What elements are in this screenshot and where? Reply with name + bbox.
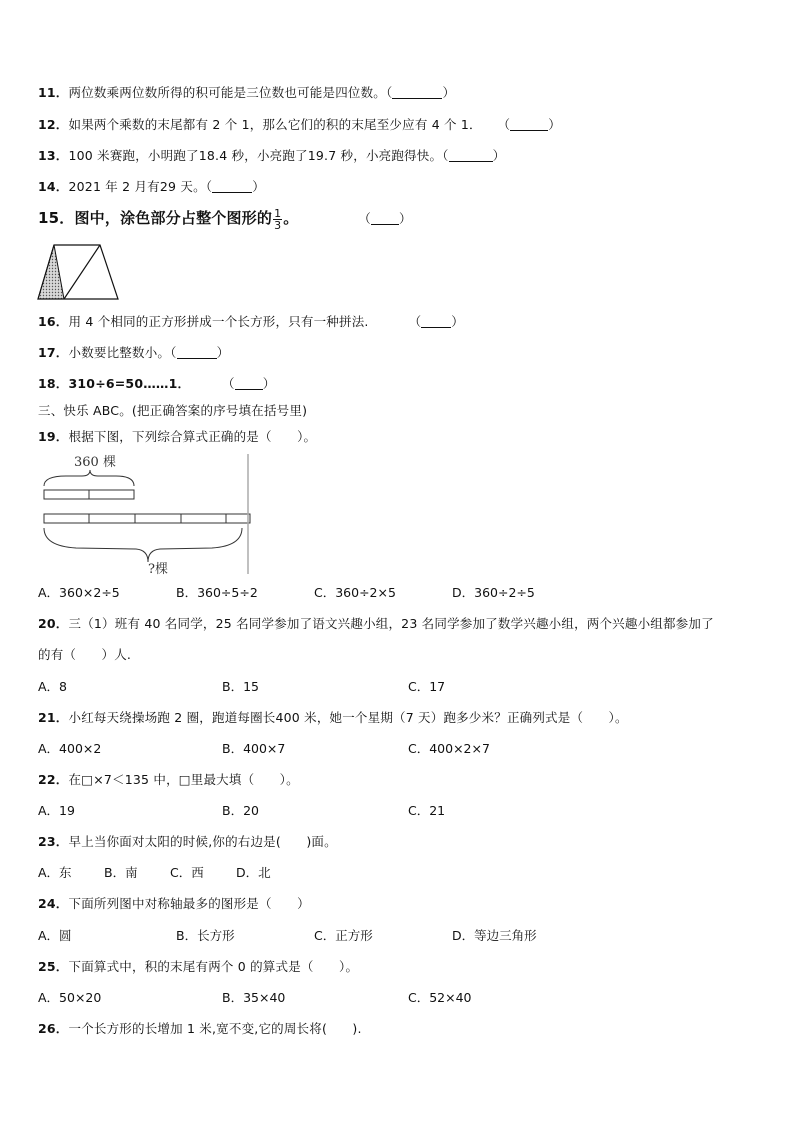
question-18: 18．310÷6=50……1． （ ） (38, 376, 276, 391)
option-c[interactable]: C．正方形 (314, 928, 373, 943)
question-17: 17．小数要比整数小。（ ） (38, 345, 230, 360)
question-text: 下面算式中，积的末尾有两个 0 的算式是（ ）。 (68, 959, 359, 974)
question-text: 两位数乘两位数所得的积可能是三位数也可能是四位数。（ (68, 85, 393, 100)
answer-blank[interactable] (371, 212, 399, 225)
options-21 (38, 739, 758, 755)
option-c[interactable]: C．21 (408, 803, 446, 818)
question-number: 12． (38, 117, 69, 132)
options-20 (38, 677, 758, 693)
bottom-brace (44, 528, 242, 562)
question-text: 一个长方形的长增加 1 米,宽不变,它的周长将( ). (68, 1021, 362, 1036)
question-20 (38, 614, 714, 632)
question-20-continued: 的有（ ）人. (38, 647, 132, 662)
question-21 (38, 708, 628, 726)
option-a[interactable]: A．50×20 (38, 990, 102, 1005)
question-number: 21． (38, 710, 69, 725)
options-24 (38, 926, 758, 942)
option-d[interactable]: D．360÷2÷5 (452, 585, 535, 600)
option-a[interactable]: A．东 (38, 865, 72, 880)
question-text: 三（1）班有 40 名同学，25 名同学参加了语文兴趣小组，23 名同学参加了数学兴趣小组，两个兴趣小组都参加了 (68, 616, 714, 631)
option-b[interactable]: B．长方形 (176, 928, 235, 943)
question-text: 图中，涂色部分占整个图形的 (74, 209, 273, 227)
options-23 (38, 863, 758, 879)
top-label: 360 棵 (74, 455, 116, 470)
question-number: 24． (38, 896, 69, 911)
section-heading: 三、快乐 ABC。(把正确答案的序号填在括号里) (38, 403, 308, 418)
bottom-label: ?棵 (148, 562, 168, 576)
options-22 (38, 801, 758, 817)
question-number: 13． (38, 148, 69, 163)
question-16: 16．用 4 个相同的正方形拼成一个长方形，只有一种拼法. （ ） (38, 314, 464, 329)
option-b[interactable]: B．360÷5÷2 (176, 585, 258, 600)
option-a[interactable]: A．19 (38, 803, 75, 818)
option-c[interactable]: C．西 (170, 865, 204, 880)
question-number: 22． (38, 772, 69, 787)
option-b[interactable]: B．南 (104, 865, 138, 880)
question-text: 100 米赛跑，小明跑了18.4 秒，小亮跑了19.7 秒，小亮跑得快。（ (68, 148, 449, 163)
answer-blank[interactable] (392, 86, 442, 99)
option-d[interactable]: D．等边三角形 (452, 928, 537, 943)
question-number: 17． (38, 345, 69, 360)
option-b[interactable]: B．400×7 (222, 741, 286, 756)
question-text: 310÷6=50……1． (68, 376, 191, 391)
question-24 (38, 894, 310, 912)
bottom-bar (44, 514, 250, 523)
option-c[interactable]: C．400×2×7 (408, 741, 490, 756)
option-b[interactable]: B．15 (222, 679, 259, 694)
question-23 (38, 832, 337, 850)
answer-blank[interactable] (421, 315, 451, 328)
answer-blank[interactable] (235, 377, 263, 390)
options-19 (38, 583, 758, 599)
question-text: 早上当你面对太阳的时候,你的右边是( )面。 (68, 834, 337, 849)
answer-blank[interactable] (177, 346, 217, 359)
question-12: 12．如果两个乘数的末尾都有 2 个 1，那么它们的积的末尾至少应有 4 个 1． （ ） (38, 117, 561, 132)
option-b[interactable]: B．35×40 (222, 990, 286, 1005)
question-number: 18． (38, 376, 69, 391)
question-text: 在□×7＜135 中，□里最大填（ ）。 (68, 772, 299, 787)
question-number: 11． (38, 85, 69, 100)
question-number: 14． (38, 179, 69, 194)
question-15: 15．图中，涂色部分占整个图形的 $\frac{1}{3}$ 。 （ ） (38, 207, 412, 232)
question-26 (38, 1019, 362, 1037)
option-b[interactable]: B．20 (222, 803, 259, 818)
question-14: 14．2021 年 2 月有29 天。（ ） (38, 179, 265, 194)
question-19 (38, 427, 316, 445)
answer-blank[interactable] (212, 180, 252, 193)
question-text: 用 4 个相同的正方形拼成一个长方形，只有一种拼法. (68, 314, 369, 329)
option-c[interactable]: C．17 (408, 679, 446, 694)
segment-diagram (36, 450, 252, 576)
option-c[interactable]: C．360÷2×5 (314, 585, 396, 600)
option-a[interactable]: A．360×2÷5 (38, 585, 120, 600)
question-text: 根据下图，下列综合算式正确的是（ ）。 (68, 429, 317, 444)
option-a[interactable]: A．8 (38, 679, 68, 694)
divider-line (64, 245, 100, 299)
option-a[interactable]: A．400×2 (38, 741, 102, 756)
question-number: 16． (38, 314, 69, 329)
question-number: 26． (38, 1021, 69, 1036)
question-22 (38, 770, 299, 788)
answer-blank[interactable] (449, 149, 493, 162)
question-text: 小数要比整数小。（ (68, 345, 177, 360)
top-brace (44, 470, 134, 486)
question-25 (38, 957, 358, 975)
question-text: 如果两个乘数的末尾都有 2 个 1，那么它们的积的末尾至少应有 4 个 1． (68, 117, 482, 132)
question-text: 下面所列图中对称轴最多的图形是（ ） (68, 896, 310, 911)
question-11: 11．两位数乘两位数所得的积可能是三位数也可能是四位数。（ ） (38, 85, 456, 100)
option-c[interactable]: C．52×40 (408, 990, 472, 1005)
question-number: 20． (38, 616, 69, 631)
question-13: 13．100 米赛跑，小明跑了18.4 秒，小亮跑了19.7 秒，小亮跑得快。（ ） (38, 148, 506, 163)
answer-blank[interactable] (510, 118, 548, 131)
option-a[interactable]: A．圆 (38, 928, 72, 943)
trapezoid-figure (36, 243, 126, 303)
fraction: $\frac{1}{3}$ (274, 207, 282, 232)
question-number: 15． (38, 209, 75, 227)
options-25 (38, 988, 758, 1004)
question-number: 19． (38, 429, 69, 444)
question-text: 2021 年 2 月有29 天。（ (68, 179, 213, 194)
question-number: 25． (38, 959, 69, 974)
question-text: 小红每天绕操场跑 2 圈，跑道每圈长400 米，她一个星期（7 天）跑多少米？正确列式是（ ）。 (68, 710, 628, 725)
question-number: 23． (38, 834, 69, 849)
option-d[interactable]: D．北 (236, 865, 271, 880)
